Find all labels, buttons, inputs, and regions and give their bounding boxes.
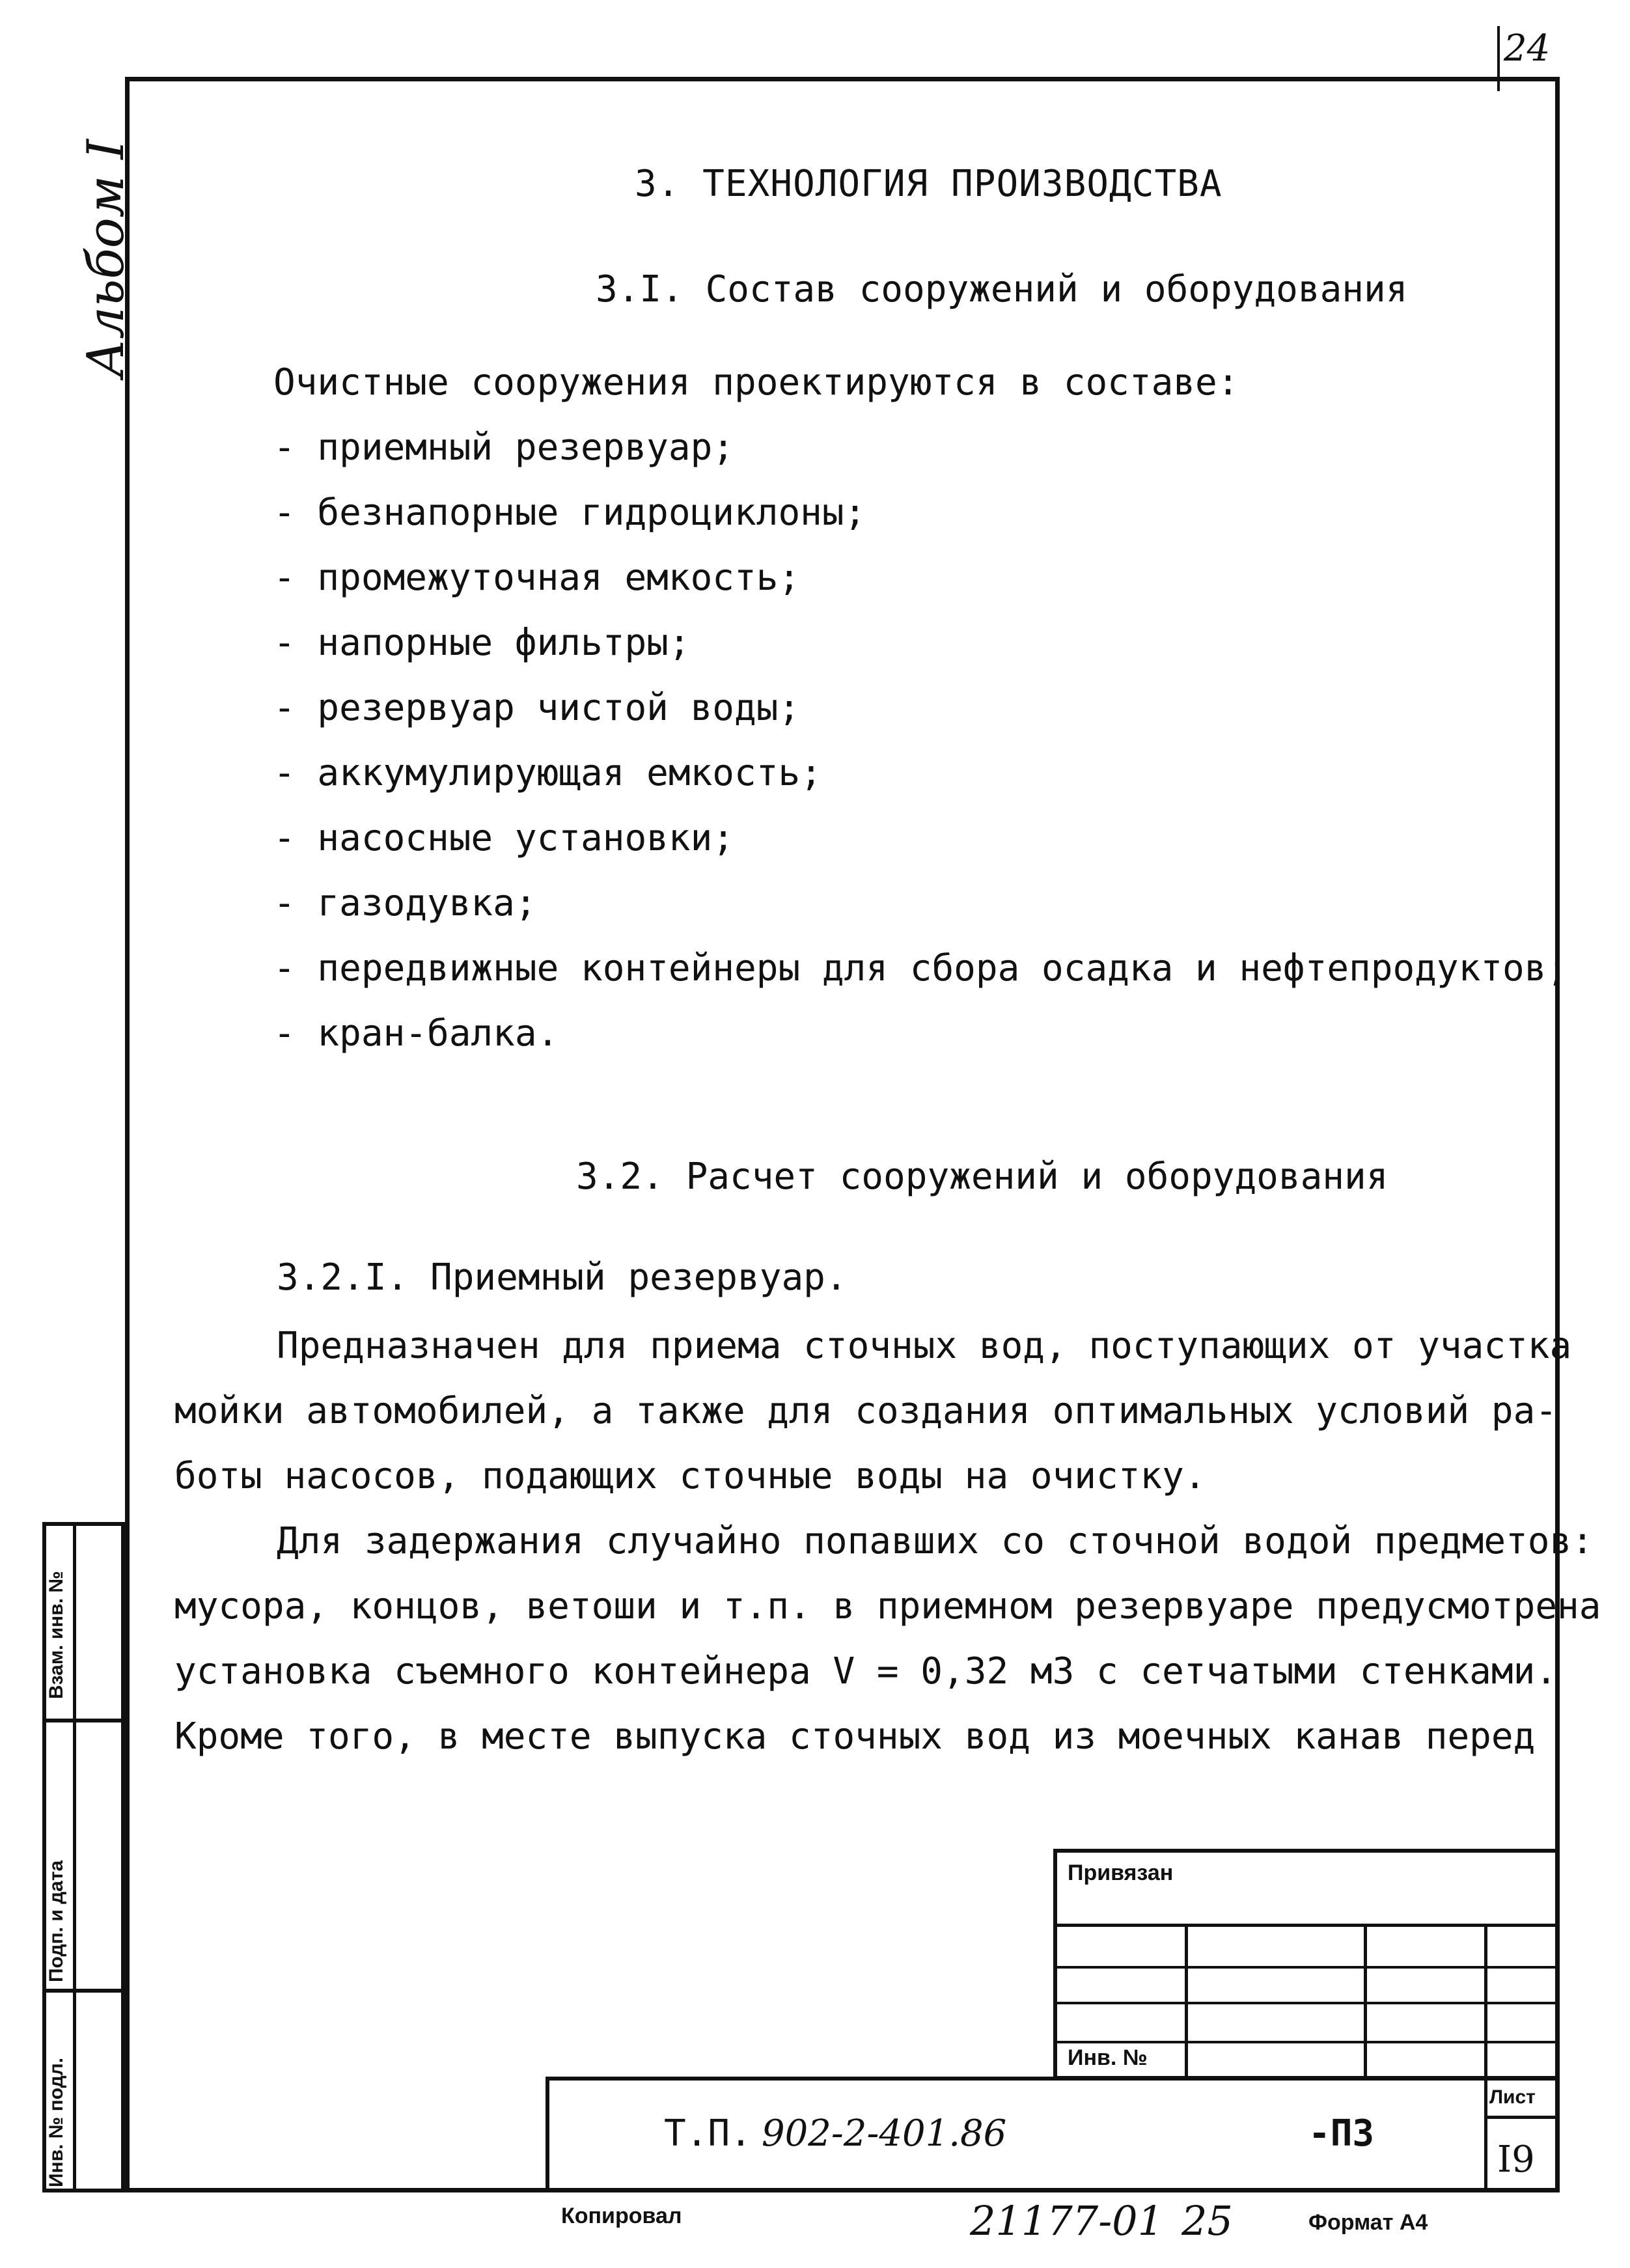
paragraph-line: Предназначен для приема сточных вод, поступающих от участка xyxy=(277,1325,1572,1367)
side-strip-divider xyxy=(42,1989,125,1993)
subsection-1-title: 3.I. Состав сооружений и оборудования xyxy=(596,268,1408,311)
doc-suffix: -ПЗ xyxy=(1308,2112,1375,2155)
list-item: - резервуар чистой воды; xyxy=(273,687,801,729)
title-block-line xyxy=(1185,1924,1188,2080)
doc-number: 902-2-401.86 xyxy=(762,2112,1007,2155)
inv-no-label: Инв. № xyxy=(1068,2045,1148,2070)
doc-prefix: Т.П. xyxy=(664,2112,752,2155)
subsection-2-title: 3.2. Расчет сооружений и оборудования xyxy=(576,1155,1388,1198)
list-item: - напорные фильтры; xyxy=(273,622,691,664)
list-item: - кран-балка. xyxy=(273,1012,559,1055)
item-321-title: 3.2.I. Приемный резервуар. xyxy=(277,1256,848,1299)
side-strip-divider xyxy=(42,1719,125,1722)
intro-text: Очистные сооружения проектируются в составе: xyxy=(273,361,1239,404)
title-block-line xyxy=(1364,1924,1367,2080)
section-title: 3. ТЕХНОЛОГИЯ ПРОИЗВОДСТВА xyxy=(635,163,1222,205)
side-strip-inner-line xyxy=(73,1522,76,2192)
title-block-line xyxy=(1484,2116,1560,2119)
paragraph-line: установка съемного контейнера V = 0,32 м3 с сетчатыми стенками. xyxy=(174,1650,1558,1693)
side-label-inv-podl: Инв. № подл. xyxy=(46,2057,67,2187)
sheet-number: I9 xyxy=(1497,2138,1535,2181)
paragraph-line: Кроме того, в месте выпуска сточных вод из моечных канав перед xyxy=(174,1715,1536,1758)
side-label-podp-data: Подп. и дата xyxy=(46,1860,67,1982)
paragraph-line: мойки автомобилей, а также для создания оптимальных условий ра- xyxy=(174,1390,1558,1432)
order-number: 21177-01 xyxy=(970,2197,1164,2245)
privyazan-label: Привязан xyxy=(1068,1860,1174,1885)
sheet-label: Лист xyxy=(1489,2086,1536,2108)
format-label: Формат А4 xyxy=(1308,2210,1428,2235)
order-sheet: 25 xyxy=(1181,2197,1233,2245)
list-item: - передвижные контейнеры для сбора осадка и нефтепродуктов; xyxy=(273,947,1569,989)
title-block-line xyxy=(1484,2077,1487,2192)
list-item: - газодувка; xyxy=(273,882,537,924)
album-label: Альбом I xyxy=(77,139,135,378)
list-item: - промежуточная емкость; xyxy=(273,557,801,599)
title-block-line xyxy=(1484,1924,1487,2080)
copied-label: Копировал xyxy=(561,2204,682,2228)
list-item: - приемный резервуар; xyxy=(273,426,735,469)
paragraph-line: боты насосов, подающих сточные воды на очистку. xyxy=(174,1455,1206,1497)
side-label-vzam-inv: Взам. инв. № xyxy=(46,1571,67,1699)
list-item: - аккумулирующая емкость; xyxy=(273,752,822,794)
list-item: - безнапорные гидроциклоны; xyxy=(273,491,866,534)
paragraph-line: мусора, концов, ветоши и т.п. в приемном резервуаре предусмотрена xyxy=(174,1585,1601,1627)
paragraph-line: Для задержания случайно попавших со сточной водой предметов: xyxy=(277,1520,1594,1562)
list-item: - насосные установки; xyxy=(273,817,735,859)
corner-page-number: 24 xyxy=(1504,27,1551,70)
